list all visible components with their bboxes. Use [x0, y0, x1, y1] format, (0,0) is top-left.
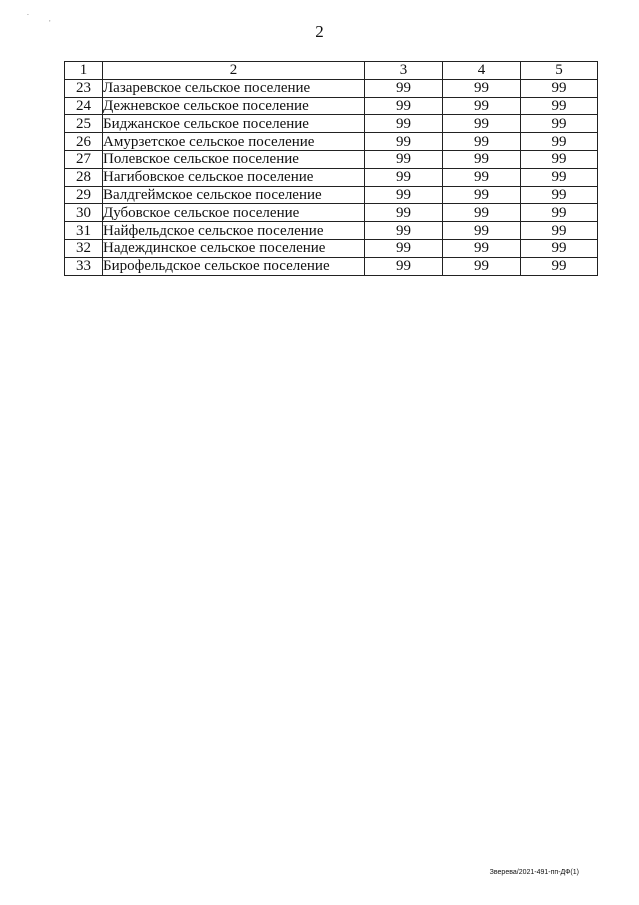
value-cell-4: 99 [443, 150, 521, 168]
value-cell-4: 99 [443, 168, 521, 186]
value-cell-3: 99 [365, 257, 443, 275]
settlement-name-cell: Биджанское сельское поселение [103, 115, 365, 133]
table-row [65, 79, 598, 97]
document-reference: Зверева/2021-491-пп-ДФ(1) [489, 869, 579, 876]
settlement-name-cell: Дубовское сельское поселение [103, 204, 365, 222]
settlement-name-cell: Полевское сельское поселение [103, 150, 365, 168]
value-cell-3: 99 [365, 204, 443, 222]
value-cell-5: 99 [521, 97, 598, 115]
table-row [65, 204, 598, 222]
value-cell-3: 99 [365, 222, 443, 240]
value-cell-5: 99 [521, 186, 598, 204]
settlement-name-cell: Нагибовское сельское поселение [103, 168, 365, 186]
row-number-cell: 28 [65, 168, 103, 186]
row-number-cell: 33 [65, 257, 103, 275]
table-row [65, 222, 598, 240]
table-row [65, 186, 598, 204]
value-cell-3: 99 [365, 239, 443, 257]
value-cell-3: 99 [365, 79, 443, 97]
value-cell-3: 99 [365, 97, 443, 115]
value-cell-3: 99 [365, 186, 443, 204]
value-cell-5: 99 [521, 150, 598, 168]
value-cell-5: 99 [521, 133, 598, 151]
value-cell-5: 99 [521, 222, 598, 240]
table-header-row [65, 62, 598, 80]
row-number-cell: 31 [65, 222, 103, 240]
settlement-name-cell: Валдгеймское сельское поселение [103, 186, 365, 204]
value-cell-5: 99 [521, 204, 598, 222]
table-row [65, 150, 598, 168]
settlement-name-cell: Дежневское сельское поселение [103, 97, 365, 115]
value-cell-4: 99 [443, 257, 521, 275]
value-cell-4: 99 [443, 115, 521, 133]
header-cell: 4 [443, 62, 521, 80]
settlement-name-cell: Лазаревское сельское поселение [103, 79, 365, 97]
value-cell-3: 99 [365, 133, 443, 151]
value-cell-4: 99 [443, 186, 521, 204]
value-cell-3: 99 [365, 115, 443, 133]
settlement-name-cell: Надеждинское сельское поселение [103, 239, 365, 257]
value-cell-4: 99 [443, 79, 521, 97]
settlement-name-cell: Бирофельдское сельское поселение [103, 257, 365, 275]
value-cell-4: 99 [443, 204, 521, 222]
row-number-cell: 27 [65, 150, 103, 168]
table-row [65, 115, 598, 133]
value-cell-5: 99 [521, 79, 598, 97]
value-cell-4: 99 [443, 222, 521, 240]
value-cell-5: 99 [521, 257, 598, 275]
row-number-cell: 32 [65, 239, 103, 257]
value-cell-3: 99 [365, 150, 443, 168]
value-cell-3: 99 [365, 168, 443, 186]
table-row [65, 239, 598, 257]
header-cell: 5 [521, 62, 598, 80]
row-number-cell: 23 [65, 79, 103, 97]
value-cell-5: 99 [521, 115, 598, 133]
row-number-cell: 30 [65, 204, 103, 222]
value-cell-4: 99 [443, 239, 521, 257]
table-row [65, 97, 598, 115]
table-row [65, 257, 598, 275]
header-cell: 2 [103, 62, 365, 80]
value-cell-5: 99 [521, 239, 598, 257]
scan-artifact: ` [27, 15, 29, 21]
value-cell-5: 99 [521, 168, 598, 186]
table-row [65, 133, 598, 151]
header-cell: 3 [365, 62, 443, 80]
header-cell: 1 [65, 62, 103, 80]
settlement-name-cell: Найфельдское сельское поселение [103, 222, 365, 240]
scan-artifact: , [49, 17, 51, 23]
row-number-cell: 24 [65, 97, 103, 115]
value-cell-4: 99 [443, 97, 521, 115]
row-number-cell: 26 [65, 133, 103, 151]
page-number: 2 [315, 22, 324, 41]
value-cell-4: 99 [443, 133, 521, 151]
data-table [64, 61, 598, 276]
row-number-cell: 25 [65, 115, 103, 133]
row-number-cell: 29 [65, 186, 103, 204]
settlement-name-cell: Амурзетское сельское поселение [103, 133, 365, 151]
table-row [65, 168, 598, 186]
